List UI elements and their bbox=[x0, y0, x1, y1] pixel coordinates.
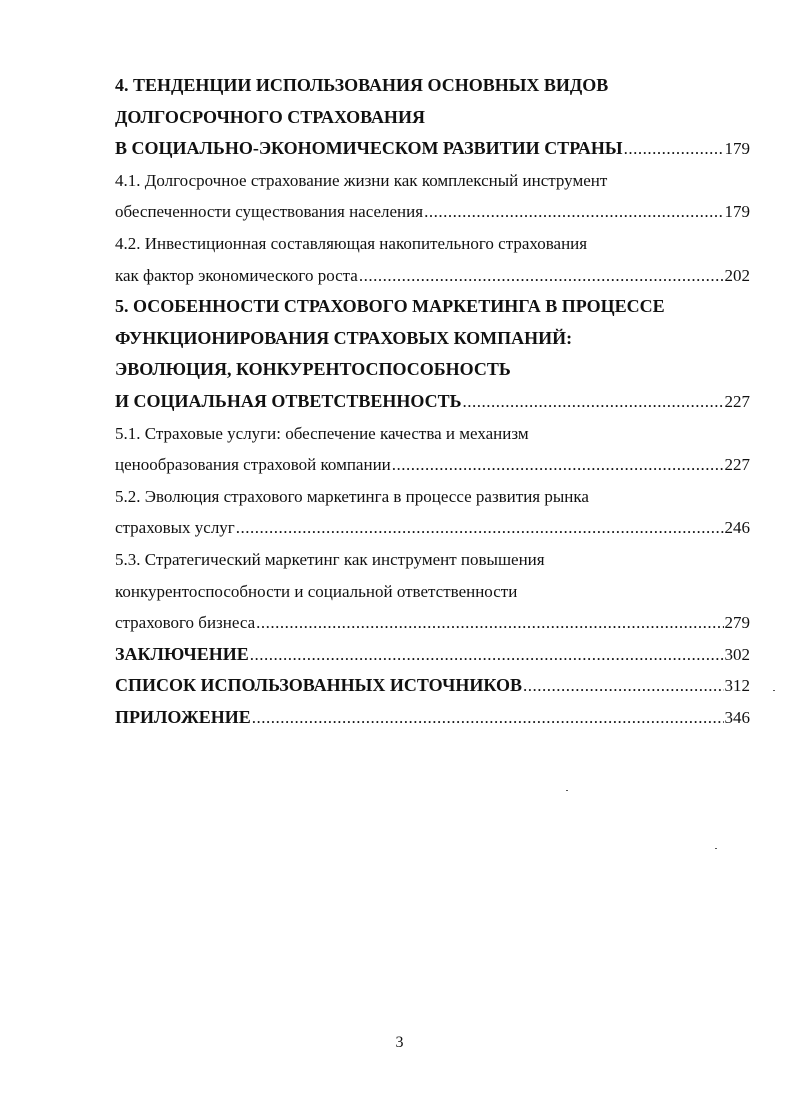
toc-page-number: 346 bbox=[724, 707, 750, 727]
toc-section-5-2-entry[interactable] bbox=[115, 512, 750, 544]
toc-text: страховых услуг bbox=[115, 518, 235, 538]
leader-dots bbox=[462, 386, 723, 418]
toc-section-5-2-line-1 bbox=[115, 481, 750, 513]
toc-section-5-1-line-1 bbox=[115, 418, 750, 450]
toc-page-number: 279 bbox=[724, 613, 750, 633]
leader-dots bbox=[256, 607, 723, 639]
scan-speck bbox=[566, 790, 568, 791]
table-of-contents bbox=[115, 70, 750, 733]
toc-text: обеспеченности существования населения bbox=[115, 202, 424, 222]
toc-text: ДОЛГОСРОЧНОГО СТРАХОВАНИЯ bbox=[115, 106, 425, 127]
toc-page-number: 227 bbox=[724, 455, 750, 475]
toc-text: 5. ОСОБЕННОСТИ СТРАХОВОГО МАРКЕТИНГА В ПРОЦЕССЕ bbox=[115, 296, 665, 317]
toc-section-4-1-line-1 bbox=[115, 165, 750, 197]
leader-dots bbox=[250, 639, 724, 671]
leader-dots bbox=[624, 133, 724, 165]
toc-references-entry[interactable] bbox=[115, 670, 750, 702]
toc-chapter-5-title-line-1 bbox=[115, 291, 750, 323]
toc-page-number: 202 bbox=[724, 265, 750, 285]
toc-text: В СОЦИАЛЬНО-ЭКОНОМИЧЕСКОМ РАЗВИТИИ СТРАНЫ bbox=[115, 138, 623, 159]
leader-dots bbox=[523, 670, 724, 702]
leader-dots bbox=[359, 260, 724, 292]
toc-page-number: 179 bbox=[724, 139, 750, 159]
toc-text: ЗАКЛЮЧЕНИЕ bbox=[115, 643, 249, 664]
toc-chapter-4-entry[interactable] bbox=[115, 133, 750, 165]
toc-chapter-5-entry[interactable] bbox=[115, 386, 750, 418]
leader-dots bbox=[236, 512, 724, 544]
leader-dots bbox=[252, 702, 724, 734]
toc-text: 4.1. Долгосрочное страхование жизни как комплексный инструмент bbox=[115, 170, 608, 190]
toc-section-5-3-line-1 bbox=[115, 544, 750, 576]
toc-text: 5.2. Эволюция страхового маркетинга в процессе развития рынка bbox=[115, 486, 589, 506]
toc-page-number: 302 bbox=[724, 644, 750, 664]
toc-page-number: 246 bbox=[724, 518, 750, 538]
toc-text: ПРИЛОЖЕНИЕ bbox=[115, 706, 251, 727]
toc-text: 5.1. Страховые услуги: обеспечение качества и механизм bbox=[115, 423, 529, 443]
scan-speck bbox=[773, 690, 775, 691]
toc-section-5-1-entry[interactable] bbox=[115, 449, 750, 481]
toc-text: 4.2. Инвестиционная составляющая накопительного страхования bbox=[115, 233, 588, 253]
toc-text: ФУНКЦИОНИРОВАНИЯ СТРАХОВЫХ КОМПАНИЙ: bbox=[115, 327, 573, 348]
toc-chapter-5-title-line-3 bbox=[115, 354, 750, 386]
leader-dots bbox=[392, 449, 724, 481]
toc-text: И СОЦИАЛЬНАЯ ОТВЕТСТВЕННОСТЬ bbox=[115, 390, 462, 411]
leader-dots bbox=[424, 196, 723, 228]
toc-text: как фактор экономического роста bbox=[115, 265, 358, 285]
toc-text: страхового бизнеса bbox=[115, 613, 256, 633]
page-number: 3 bbox=[395, 1034, 404, 1051]
toc-text: СПИСОК ИСПОЛЬЗОВАННЫХ ИСТОЧНИКОВ bbox=[115, 675, 522, 696]
toc-section-4-1-entry[interactable] bbox=[115, 196, 750, 228]
toc-text: конкурентоспособности и социальной ответственности bbox=[115, 581, 518, 601]
toc-section-5-3-entry[interactable] bbox=[115, 607, 750, 639]
toc-section-4-2-line-1 bbox=[115, 228, 750, 260]
toc-text: 5.3. Стратегический маркетинг как инструмент повышения bbox=[115, 549, 545, 569]
toc-page-number: 179 bbox=[724, 202, 750, 222]
toc-chapter-4-title-line-2 bbox=[115, 102, 750, 134]
toc-conclusion-entry[interactable] bbox=[115, 639, 750, 671]
toc-chapter-4-title-line-1 bbox=[115, 70, 750, 102]
toc-section-5-3-line-2 bbox=[115, 576, 750, 608]
toc-text: ценообразования страховой компании bbox=[115, 455, 391, 475]
toc-chapter-5-title-line-2 bbox=[115, 323, 750, 355]
toc-page-number: 227 bbox=[724, 391, 750, 411]
toc-page-number: 312 bbox=[724, 676, 750, 696]
scan-speck bbox=[715, 848, 717, 849]
toc-text: ЭВОЛЮЦИЯ, КОНКУРЕНТОСПОСОБНОСТЬ bbox=[115, 359, 511, 380]
toc-text: 4. ТЕНДЕНЦИИ ИСПОЛЬЗОВАНИЯ ОСНОВНЫХ ВИДОВ bbox=[115, 75, 609, 95]
toc-section-4-2-entry[interactable] bbox=[115, 260, 750, 292]
toc-appendix-entry[interactable] bbox=[115, 702, 750, 734]
